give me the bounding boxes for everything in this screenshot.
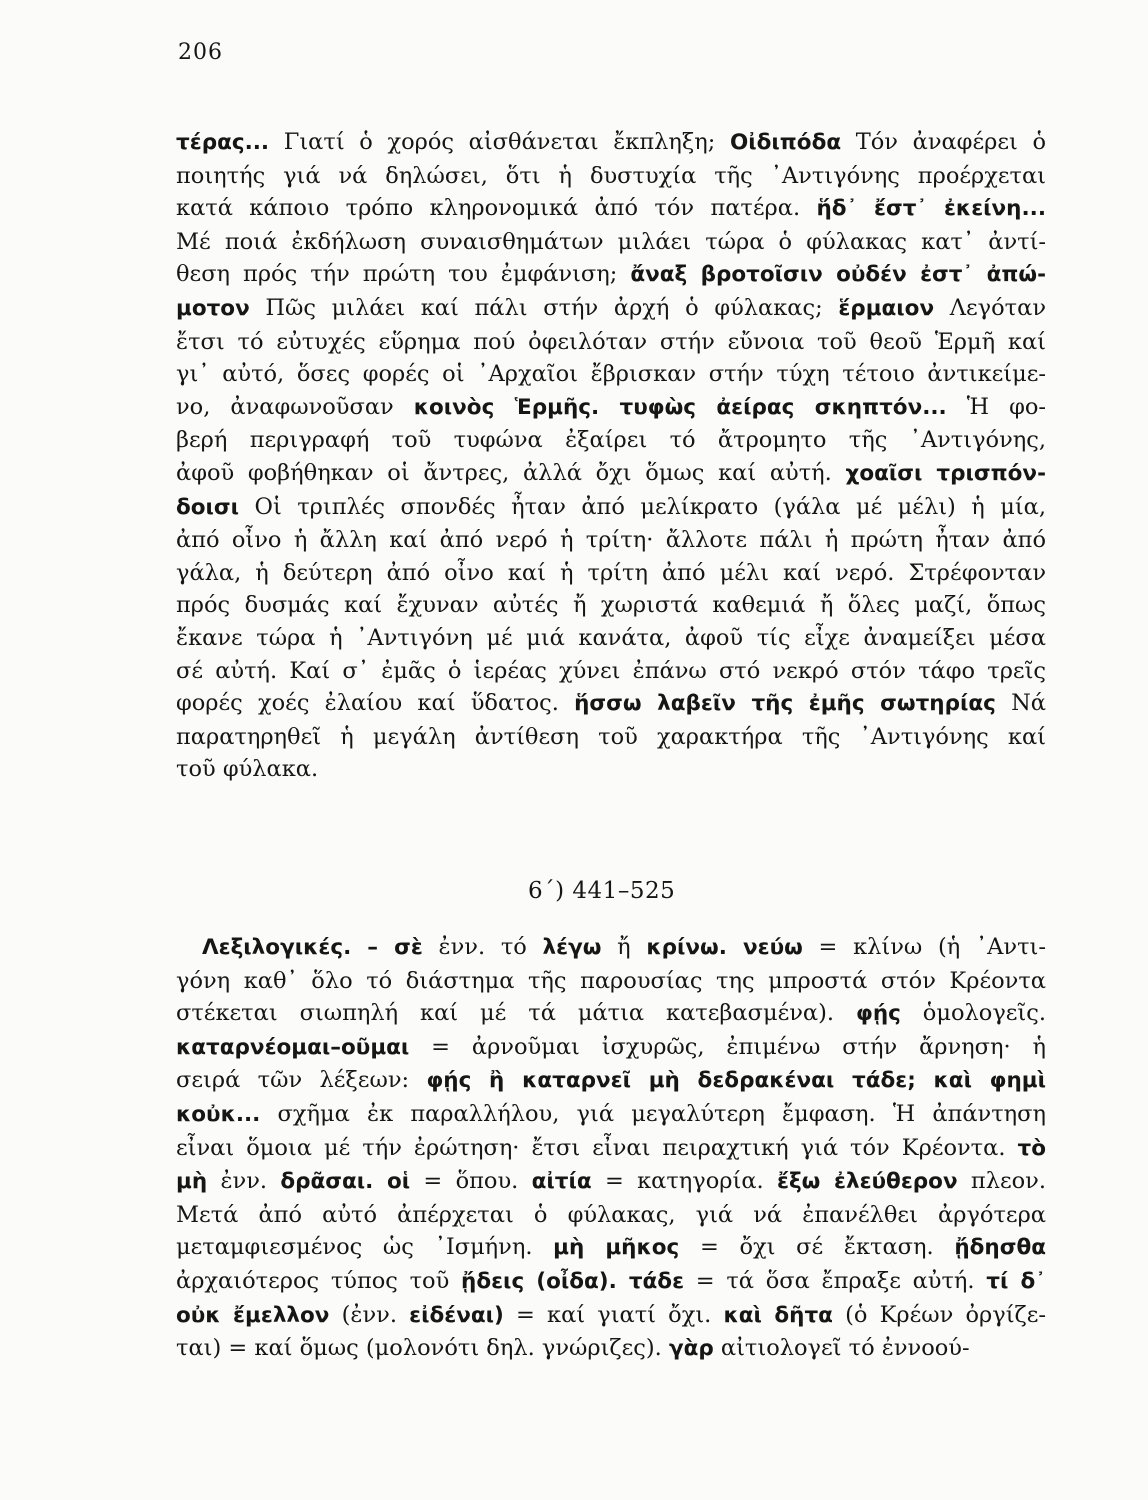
text-run: ἤ bbox=[601, 934, 647, 960]
text-line bbox=[176, 1098, 1046, 1132]
text-run: γι᾽ αὐτό, ὅσες φορές οἱ ᾽Αρχαῖοι ἔβρισκαν στήν τύχη τέτοιο ἀντικείμε- bbox=[176, 361, 1046, 388]
text-line bbox=[176, 1165, 1046, 1199]
text-line bbox=[176, 1231, 1046, 1265]
bold-term: μοτον bbox=[176, 295, 250, 321]
text-run: ται) = καί ὅμως (μολονότι δηλ. γνώριζες). bbox=[176, 1335, 669, 1362]
text-run: ἀρχαιότερος τύπος τοῦ bbox=[176, 1267, 462, 1294]
text-line bbox=[176, 326, 1046, 359]
text-line bbox=[176, 292, 1046, 326]
bold-term: λέγω bbox=[542, 935, 602, 960]
bold-term: ἕρμαιον bbox=[838, 295, 935, 321]
text-run: = κατηγορία. bbox=[591, 1168, 777, 1195]
bold-term: ἥσσω λαβεῖν τῆς ἐμῆς σωτηρίας bbox=[574, 691, 996, 717]
text-run: κατά κάποιο τρόπο κληρονομικά ἀπό τόν πατέρα. bbox=[176, 195, 817, 222]
bold-term: οὐκ ἔμελλον bbox=[176, 1302, 330, 1328]
bold-term: μὴ μῆκος bbox=[553, 1235, 680, 1261]
text-run: = καί γιατί ὄχι. bbox=[503, 1301, 724, 1328]
text-line bbox=[176, 687, 1046, 721]
text-run: τοῦ φύλακα. bbox=[176, 756, 319, 783]
text-run: ὁμολογεῖς. bbox=[900, 1000, 1047, 1027]
bold-term: καταρνέομαι–οῦμαι bbox=[176, 1034, 410, 1060]
bold-term: χοαῖσι τρισπόν- bbox=[845, 460, 1046, 486]
text-run: (ἐνν. bbox=[329, 1301, 410, 1328]
text-run: σειρά τῶν λέξεων: bbox=[176, 1067, 427, 1094]
text-run: αἰτιολογεῖ τό ἐννοού- bbox=[713, 1335, 970, 1362]
text-line bbox=[176, 424, 1046, 457]
bold-term: τὸ bbox=[1017, 1135, 1046, 1161]
text-run: Οἱ τριπλές σπονδές ἦταν ἀπό μελίκρατο (γάλα μέ μέλι) ἡ μία, bbox=[239, 493, 1046, 520]
text-run: παρατηρηθεῖ ἡ μεγάλη ἀντίθεση τοῦ χαρακτήρα τῆς ᾽Αντιγόνης καί bbox=[176, 723, 1046, 750]
bold-term: αἰτία bbox=[531, 1169, 592, 1195]
text-line bbox=[176, 721, 1046, 754]
text-line bbox=[176, 1265, 1046, 1299]
text-run: (ὁ Κρέων ὀργίζε- bbox=[832, 1301, 1046, 1328]
bold-term: κοὐκ... bbox=[176, 1101, 261, 1127]
text-line bbox=[176, 589, 1046, 622]
text-run: θεση πρός τήν πρώτη του ἐμφάνιση; bbox=[176, 261, 631, 288]
text-run: ἀφοῦ φοβήθηκαν οἱ ἄντρες, ἀλλά ὄχι ὅμως καί αὐτή. bbox=[176, 459, 846, 486]
bold-term: δοισι bbox=[176, 494, 240, 520]
text-line bbox=[176, 457, 1046, 491]
text-run: γάλα, ἡ δεύτερη ἀπό οἶνο καί ἡ τρίτη ἀπό μέλι καί νερό. Στρέφονταν bbox=[176, 559, 1046, 586]
bold-term: Λεξιλογικές. – σὲ bbox=[202, 935, 423, 960]
text-run: σχῆμα ἐκ παραλλήλου, γιά μεγαλύτερη ἔμφαση. Ἡ ἀπάντηση bbox=[260, 1100, 1046, 1127]
commentary-paragraph-1 bbox=[176, 126, 1046, 786]
text-line bbox=[176, 655, 1046, 688]
text-line bbox=[176, 491, 1046, 525]
text-line bbox=[176, 391, 1046, 425]
text-run: νο, ἀναφωνοῦσαν bbox=[176, 393, 414, 420]
text-line bbox=[176, 1199, 1046, 1232]
text-run: σέ αὐτή. Καί σ᾽ ἐμᾶς ὁ ἱερέας χύνει ἐπάνω στό νεκρό στόν τάφο τρεῖς bbox=[176, 657, 1046, 684]
text-run: = ὄχι σέ ἔκταση. bbox=[679, 1234, 955, 1261]
text-run: φορές χοές ἐλαίου καί ὕδατος. bbox=[176, 690, 575, 717]
text-line bbox=[176, 1031, 1046, 1065]
bold-term: εἰδέναι) bbox=[409, 1302, 504, 1328]
text-run: εἶναι ὅμοια μέ τήν ἐρώτηση· ἔτσι εἶναι πειραχτική γιά τόν Κρέοντα. bbox=[176, 1134, 1018, 1161]
text-run: στέκεται σιωπηλή καί μέ τά μάτια κατεβασμένα). bbox=[176, 1000, 856, 1027]
text-run: Τόν ἀναφέρει ὁ bbox=[841, 129, 1046, 155]
text-line bbox=[176, 622, 1046, 655]
text-run: = τά ὅσα ἔπραξε αὐτή. bbox=[684, 1267, 987, 1294]
text-line bbox=[176, 524, 1046, 557]
text-run: Λεγόταν bbox=[934, 294, 1046, 321]
text-line bbox=[176, 965, 1046, 998]
bold-term: τί δ᾽ bbox=[986, 1268, 1046, 1294]
text-line bbox=[176, 1332, 1046, 1366]
text-run: ἔτσι τό εὐτυχές εὕρημα πού ὀφειλόταν στήν εὔνοια τοῦ θεοῦ Ἑρμῆ καί bbox=[176, 328, 1046, 355]
commentary-paragraph-2 bbox=[176, 931, 1046, 1366]
text-run: Νά bbox=[995, 690, 1046, 717]
text-run: γόνη καθ᾽ ὅλο τό διάστημα τῆς παρουσίας της μπροστά στόν Κρέοντα bbox=[176, 967, 1046, 994]
page-number: 206 bbox=[178, 40, 223, 65]
bold-term: κρίνω. νεύω bbox=[646, 935, 803, 960]
text-line bbox=[176, 358, 1046, 391]
text-run: ἐνν. bbox=[207, 1168, 281, 1195]
bold-term: τέρας... bbox=[176, 130, 270, 155]
text-run: Ἡ φο- bbox=[946, 393, 1047, 420]
text-line bbox=[176, 931, 1046, 965]
text-run: Πῶς μιλάει καί πάλι στήν ἀρχή ὁ φύλακας; bbox=[249, 294, 839, 321]
text-run: μεταμφιεσμένος ὡς ᾽Ισμήνη. bbox=[176, 1234, 554, 1261]
text-line bbox=[176, 226, 1046, 259]
text-run: πρός δυσμάς καί ἔχυναν αὐτές ἤ χωριστά καθεμιά ἤ ὅλες μαζί, ὅπως bbox=[176, 592, 1046, 619]
text-line bbox=[176, 160, 1046, 193]
bold-term: γὰρ bbox=[668, 1336, 714, 1362]
text-run: = ἀρνοῦμαι ἰσχυρῶς, ἐπιμένω στήν ἄρνηση· ἡ bbox=[409, 1033, 1046, 1060]
bold-term: φῄς bbox=[856, 1001, 901, 1027]
bold-term: καὶ δῆτα bbox=[723, 1302, 833, 1328]
text-run: ἐνν. τό bbox=[422, 934, 543, 960]
bold-term: ᾔδησθα bbox=[954, 1235, 1047, 1261]
section-heading: 6΄) 441–525 bbox=[528, 878, 676, 904]
text-run: ἔκανε τώρα ἡ ᾽Αντιγόνη μέ μιά κανάτα, ἀφοῦ τίς εἶχε ἀναμείξει μέσα bbox=[176, 624, 1046, 651]
bold-term: ᾔδεις (οἶδα). τάδε bbox=[461, 1268, 685, 1294]
text-line bbox=[176, 997, 1046, 1031]
bold-term: φῄς ἢ καταρνεῖ μὴ δεδρακέναι τάδε; καὶ φημὶ bbox=[426, 1068, 1046, 1094]
text-line bbox=[176, 126, 1046, 160]
text-line bbox=[176, 1299, 1046, 1333]
text-line bbox=[176, 1132, 1046, 1166]
bold-term: Οἰδιπόδα bbox=[729, 130, 842, 155]
text-run: = κλίνω (ἡ ᾽Αντι- bbox=[802, 934, 1046, 960]
text-line bbox=[176, 1064, 1046, 1098]
bold-term: ἥδ᾽ ἔστ᾽ ἐκείνη... bbox=[816, 196, 1046, 222]
bold-term: ἔξω ἐλεύθερον bbox=[777, 1169, 958, 1195]
bold-term: κοινὸς Ἑρμῆς. τυφὼς ἀείρας σκηπτόν... bbox=[413, 394, 947, 420]
text-run: = ὅπου. bbox=[410, 1168, 532, 1195]
text-run: βερή περιγραφή τοῦ τυφώνα ἐξαίρει τό ἄτρομητο τῆς ᾽Αντιγόνης, bbox=[176, 427, 1046, 454]
text-line bbox=[176, 557, 1046, 590]
text-run: πλεον. bbox=[957, 1168, 1046, 1195]
text-line bbox=[176, 258, 1046, 292]
text-run: Μετά ἀπό αὐτό ἀπέρχεται ὁ φύλακας, γιά νά ἐπανέλθει ἀργότερα bbox=[176, 1201, 1046, 1228]
bold-term: ἄναξ βροτοῖσιν οὐδέν ἐστ᾽ ἀπώ- bbox=[630, 262, 1046, 288]
text-run: Μέ ποιά ἐκδήλωση συναισθημάτων μιλάει τώρα ὁ φύλακας κατ᾽ ἀντί- bbox=[176, 228, 1046, 255]
text-line bbox=[176, 192, 1046, 226]
text-run: ποιητής γιά νά δηλώσει, ὅτι ἡ δυστυχία τῆς ᾽Αντιγόνης προέρχεται bbox=[176, 162, 1046, 189]
text-line bbox=[176, 753, 1046, 786]
bold-term: μὴ bbox=[176, 1169, 208, 1195]
text-run: ἀπό οἶνο ἡ ἄλλη καί ἀπό νερό ἡ τρίτη· ἄλλοτε πάλι ἡ πρώτη ἦταν ἀπό bbox=[176, 527, 1046, 554]
bold-term: δρᾶσαι. οἱ bbox=[280, 1169, 411, 1195]
text-run: Γιατί ὁ χορός αἰσθάνεται ἔκπληξη; bbox=[269, 129, 730, 155]
